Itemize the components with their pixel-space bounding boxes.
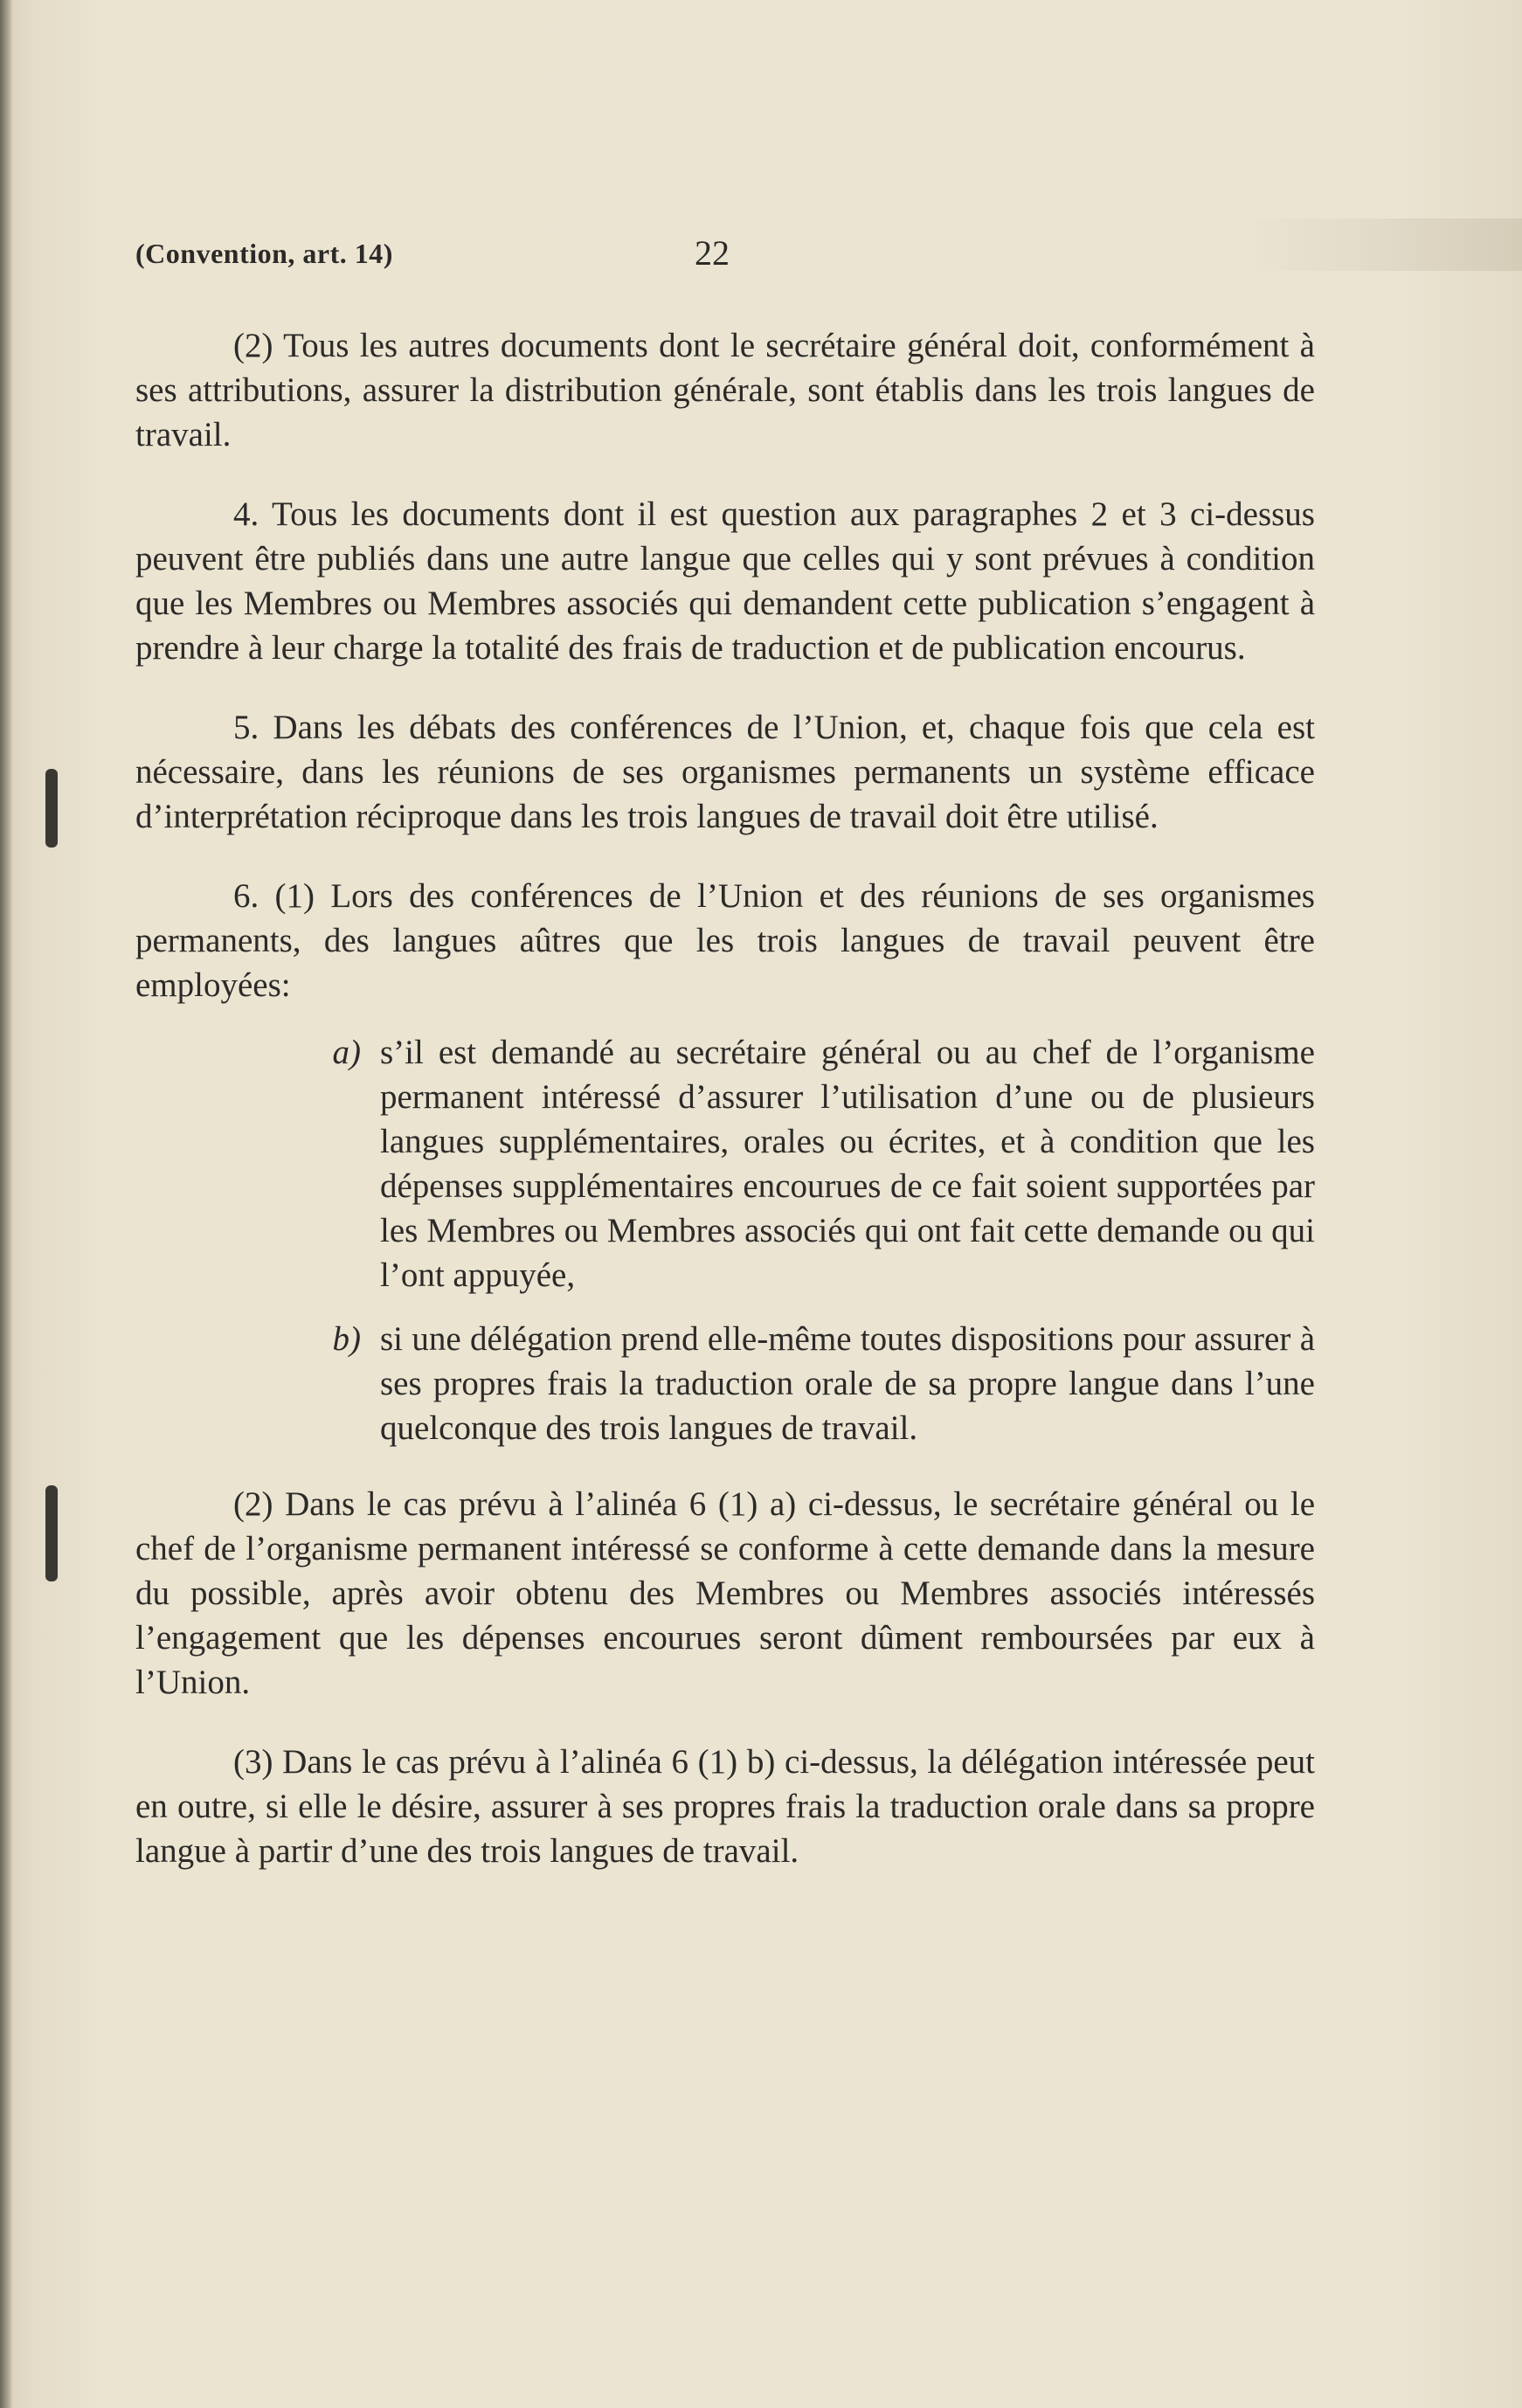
margin-mark — [45, 1485, 58, 1581]
item-text: si une délégation prend elle-même toutes dispositions pour assurer à ses propres frais la traduction orale de sa propre langue dans l’une quelconque des trois langues de travail. — [380, 1320, 1315, 1447]
paragraph-3-2: (2) Tous les autres documents dont le secrétaire général doit, conformément à ses attributions, assurer la distribution générale, sont établis dans les trois langues de travail. — [135, 327, 1315, 453]
book-spine-shadow — [0, 0, 12, 2408]
list-item — [135, 1317, 1315, 1450]
list-item — [135, 1030, 1315, 1297]
paragraph-6-1: 6. (1) Lors des conférences de l’Union et des réunions de ses organismes permanents, des langues aûtres que les trois langues de travail peuvent être employées: — [135, 877, 1315, 1004]
paragraph-4: 4. Tous les documents dont il est question aux paragraphes 2 et 3 ci-dessus peuvent être publiés dans une autre langue que celles qui y sont prévues à condition que les Membres ou Membres associés qui demandent cette publication s’engagent à prendre à leur charge la totalité des frais de traduction et de publication encourus. — [135, 495, 1315, 667]
page-number: 22 — [695, 233, 730, 273]
page-body — [135, 323, 1315, 1908]
item-label: b) — [332, 1320, 361, 1358]
page-header — [135, 233, 1312, 281]
item-label: a) — [332, 1034, 361, 1071]
running-head: (Convention, art. 14) — [135, 238, 393, 269]
margin-mark — [45, 769, 58, 848]
item-list — [135, 1030, 1315, 1450]
paragraph-6-3: (3) Dans le cas prévu à l’alinéa 6 (1) b) ci-dessus, la délégation intéressée peut en outre, si elle le désire, assurer à ses propres frais la traduction orale dans sa propre langue à partir d’une des trois langues de travail. — [135, 1743, 1315, 1870]
paragraph-6-2: (2) Dans le cas prévu à l’alinéa 6 (1) a) ci-dessus, le secrétaire général ou le chef de l’organisme permanent intéressé se conforme à cette demande dans la mesure du possible, après avoir obtenu des Membres ou Membres associés intéressés l’engagement que les dépenses encourues seront dûment remboursées par eux à l’Union. — [135, 1485, 1315, 1701]
item-text: s’il est demandé au secrétaire général ou au chef de l’organisme permanent intéressé d’assurer l’utilisation d’une ou de plusieurs langues supplémentaires, orales ou écrites, et à condition que les dépenses supplémentaires encourues de ce fait soient supportées par les Membres ou Membres associés qui ont fait cette demande ou qui l’ont appuyée, — [380, 1034, 1315, 1294]
paragraph-5: 5. Dans les débats des conférences de l’Union, et, chaque fois que cela est nécessaire, dans les réunions de ses organismes permanents un système efficace d’interprétation réciproque dans les trois langues de travail doit être utilisé. — [135, 709, 1315, 835]
